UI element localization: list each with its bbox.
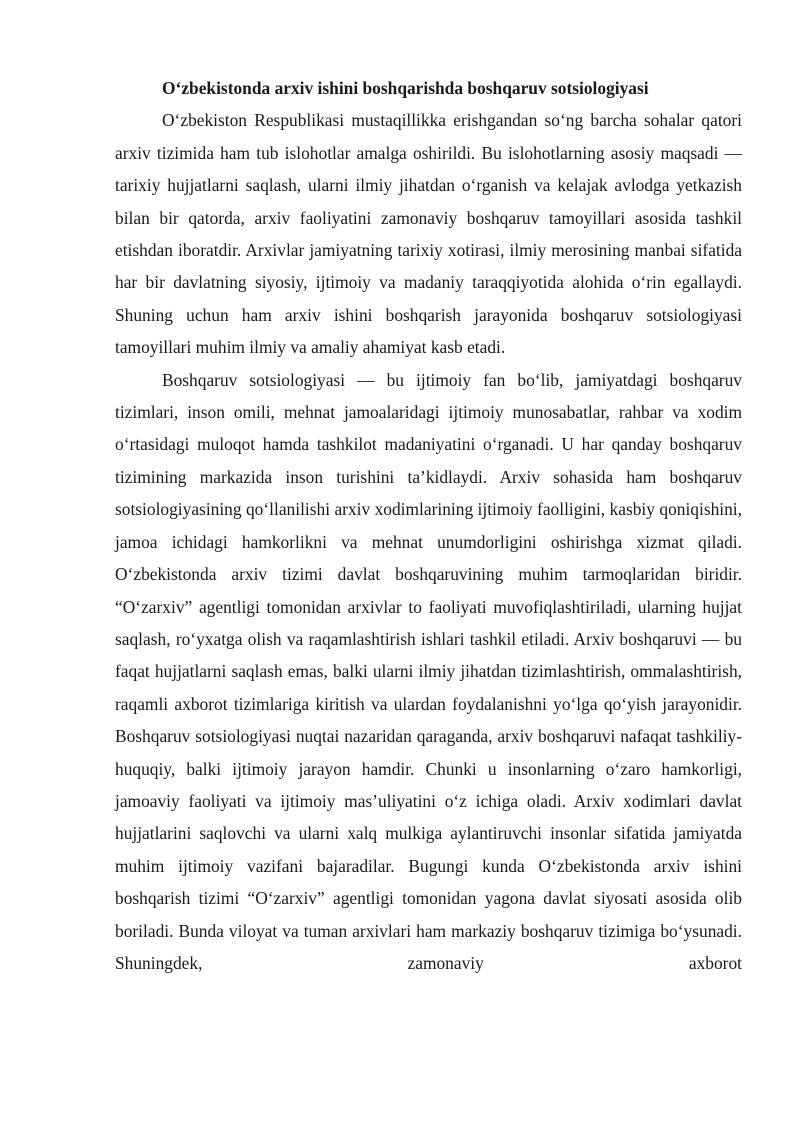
paragraph-2: Boshqaruv sotsiologiyasi — bu ijtimoiy fan bo‘lib, jamiyatdagi boshqaruv tizimlari, inson omili, mehnat jamoalaridagi ijtimoiy munosabatlar, rahbar va xodim o‘rtasidagi muloqot hamda tashkilot madaniyatini o‘rganadi. U har qanday boshqaruv tizimining markazida inson turishini ta’kidlaydi. Arxiv sohasida ham boshqaruv sotsiologiyasining qo‘llanilishi arxiv xodimlarining ijtimoiy faolligini, kasbiy qoniqishini, jamoa ichidagi hamkorlikni va mehnat unumdorligini oshirishga xizmat qiladi. O‘zbekistonda arxiv tizimi davlat boshqaruvining muhim tarmoqlaridan biridir. “O‘zarxiv” agentligi tomonidan arxivlar to faoliyati muvofiqlashtiriladi, ularning hujjat saqlash, ro‘yxatga olish va raqamlashtirish ishlari tashkil etiladi. Arxiv boshqaruvi — bu faqat hujjatlarni saqlash emas, balki ularni ilmiy jihatdan tizimlashtirish, ommalashtirish, raqamli axborot tizimlariga kiritish va ulardan foydalanishni yo‘lga qo‘yish jarayonidir. Boshqaruv sotsiologiyasi nuqtai nazaridan qaraganda, arxiv boshqaruvi nafaqat tashkiliy-huquqiy, balki ijtimoiy jarayon hamdir. Chunki u insonlarning o‘zaro hamkorligi, jamoaviy faoliyati va ijtimoiy mas’uliyatini o‘z ichiga oladi. Arxiv xodimlari davlat hujjatlarini saqlovchi va ularni xalq mulkiga aylantiruvchi insonlar sifatida jamiyatda muhim ijtimoiy vazifani bajaradilar. Bugungi kunda O‘zbekistonda arxiv ishini boshqarish tizimi “O‘zarxiv” agentligi tomonidan yagona davlat siyosati asosida olib boriladi. Bunda viloyat va tuman arxivlari ham markaziy boshqaruv tizimiga bo‘ysunadi. Shuningdek, zamonaviy axborot [115,369,742,973]
paragraph-1: O‘zbekiston Respublikasi mustaqillikka erishgandan so‘ng barcha sohalar qatori arxiv tizimida ham tub islohotlar amalga oshirildi. Bu islohotlarning asosiy maqsadi — tarixiy hujjatlarni saqlash, ularni ilmiy jihatdan o‘rganish va kelajak avlodga yetkazish bilan bir qatorda, arxiv faoliyatini zamonaviy boshqaruv tamoyillari asosida tashkil etishdan iboratdir. Arxivlar jamiyatning tarixiy xotirasi, ilmiy merosining manbai sifatida har bir davlatning siyosiy, ijtimoiy va madaniy taraqqiyotida alohida o‘rin egallaydi. Shuning uchun ham arxiv ishini boshqarish jarayonida boshqaruv sotsiologiyasi tamoyillari muhim ilmiy va amaliy ahamiyat kasb etadi. [115,110,742,358]
document-page [115,72,742,979]
document-title: O‘zbekistonda arxiv ishini boshqarishda boshqaruv sotsiologiyasi [162,78,649,98]
